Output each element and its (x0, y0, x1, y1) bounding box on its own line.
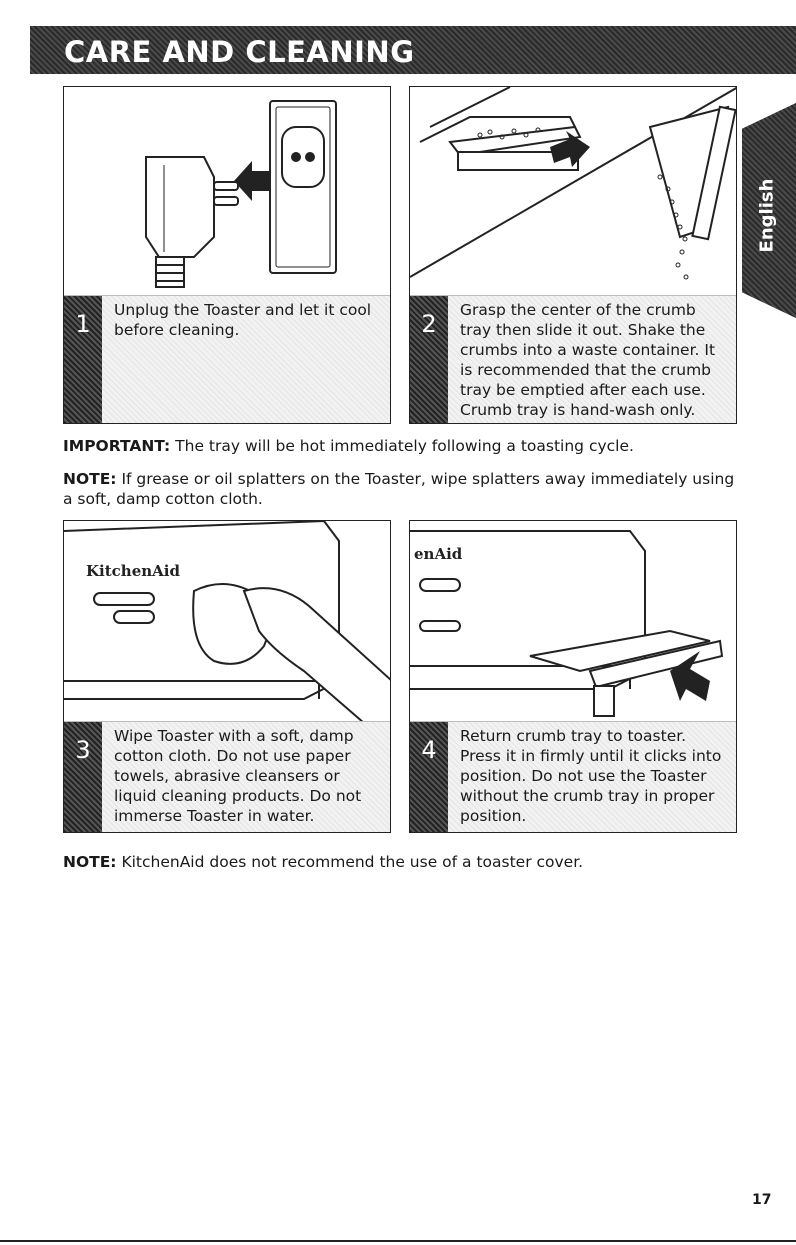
step-number-badge (410, 296, 448, 423)
note-label: NOTE: (63, 853, 117, 871)
important-label: IMPORTANT: (63, 437, 171, 455)
step-number-badge (410, 722, 448, 832)
remove-crumb-tray-illustration (410, 87, 737, 297)
important-text: The tray will be hot immediately following a toasting cycle. (170, 437, 634, 455)
step-number: 4 (421, 736, 437, 764)
page-title: CARE AND CLEANING (64, 35, 415, 69)
step-number: 3 (75, 736, 91, 764)
note-text: KitchenAid does not recommend the use of a toaster cover. (116, 853, 584, 871)
footer-divider (0, 1240, 796, 1242)
step-text: Wipe Toaster with a soft, damp cotton cloth. Do not use paper towels, abrasive cleansers or liquid cleaning products. Do not immerse Toaster in water. (114, 727, 362, 825)
step-number: 1 (75, 310, 91, 338)
step-2-caption (410, 295, 736, 423)
toaster-cover-note (63, 852, 743, 872)
step-text: Unplug the Toaster and let it cool before cleaning. (114, 301, 372, 339)
important-note (63, 436, 743, 456)
note-label: NOTE: (63, 470, 117, 488)
note-text: If grease or oil splatters on the Toaster, wipe splatters away immediately using a soft, damp cotton cloth. (63, 470, 735, 508)
step-3-caption (64, 721, 390, 832)
language-tab-label: English (756, 178, 778, 252)
grease-note (63, 469, 743, 509)
language-tab-label-wrap (752, 175, 782, 255)
step-text: Return crumb tray to toaster. Press it in firmly until it clicks into position. Do not use the Toaster without the crumb tray in proper position. (460, 727, 722, 825)
step-4-panel (409, 520, 737, 833)
wipe-toaster-illustration (64, 521, 391, 723)
step-text: Grasp the center of the crumb tray then slide it out. Shake the crumbs into a waste container. It is recommended that the crumb tray be emptied after each use. Crumb tray is hand-wash only. (460, 301, 716, 419)
brand-logo: KitchenAid (86, 562, 180, 580)
page-number: 17 (752, 1192, 772, 1208)
step-1-panel (63, 86, 391, 424)
brand-logo: enAid (414, 545, 463, 563)
step-number: 2 (421, 310, 437, 338)
step-2-panel (409, 86, 737, 424)
step-number-badge (64, 722, 102, 832)
step-number-badge (64, 296, 102, 423)
return-crumb-tray-illustration (410, 521, 737, 723)
step-3-panel (63, 520, 391, 833)
unplug-toaster-illustration (64, 87, 391, 297)
step-1-caption (64, 295, 390, 423)
step-4-caption (410, 721, 736, 832)
